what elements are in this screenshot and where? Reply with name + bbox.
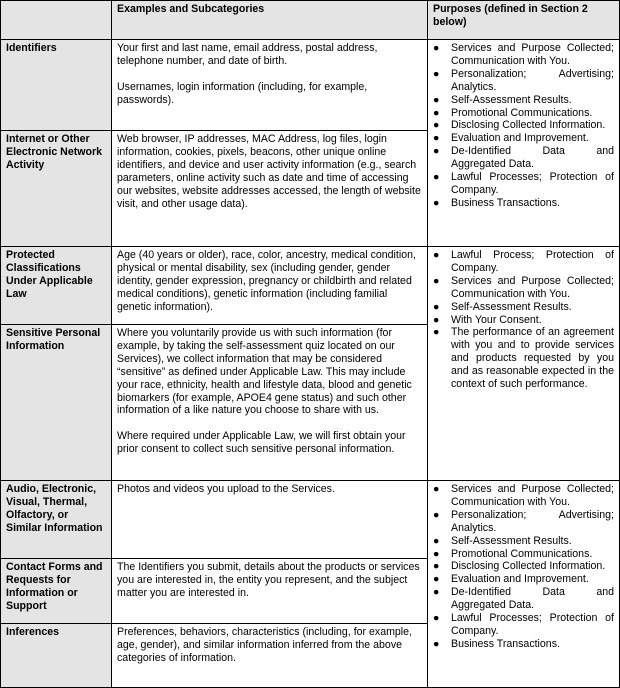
bullet-icon: ● (433, 313, 440, 326)
purpose-item (433, 94, 614, 107)
example-text: Preferences, behaviors, characteristics (including, for example, age, gender), and similar information inferred from the above categories of information. (117, 626, 412, 664)
header-cell-category (0, 0, 112, 40)
bullet-icon: ● (433, 612, 440, 625)
purpose-text: Services and Purpose Collected; Communication with You. (451, 483, 614, 508)
bullet-icon: ● (433, 534, 440, 547)
example-text: Usernames, login information (including, for example, passwords). (117, 80, 368, 106)
example-text: Where required under Applicable Law, we will first obtain your prior consent to collect such sensitive personal information. (117, 430, 406, 456)
purpose-text: Business Transactions. (451, 637, 560, 650)
purpose-text: Self-Assessment Results. (451, 300, 572, 313)
bullet-icon: ● (433, 171, 440, 184)
purpose-item (433, 132, 614, 145)
purpose-item (433, 483, 614, 509)
bullet-icon: ● (433, 326, 440, 339)
purpose-text: Personalization; Advertising; Analytics. (451, 508, 614, 534)
purpose-text: Promotional Communications. (451, 547, 593, 560)
purpose-item (433, 249, 614, 275)
purposes-cell-group-3 (427, 480, 620, 688)
purpose-item (433, 638, 614, 651)
example-text: Photos and videos you upload to the Services. (117, 483, 335, 495)
bullet-icon: ● (433, 67, 440, 80)
purpose-text: Lawful Processes; Protection of Company. (451, 612, 614, 637)
header-purposes-label: Purposes (defined in Section 2 below) (433, 3, 588, 28)
bullet-icon: ● (433, 508, 440, 521)
category-cell-audio-visual (0, 480, 112, 559)
example-text: Age (40 years or older), race, color, ancestry, medical condition, physical or mental disability, sex (including gender, gender identity, gender expression, pregnancy or childbirth and related medical conditions), genetic information (including familial genetic information). (117, 249, 416, 313)
purpose-item (433, 612, 614, 638)
bullet-icon: ● (433, 586, 440, 599)
category-label: Audio, Electronic, Visual, Thermal, Olfactory, or Similar Information (6, 483, 103, 534)
purposes-cell-group-2 (427, 246, 620, 481)
purpose-text: Evaluation and Improvement. (451, 573, 589, 586)
purpose-text: Lawful Processes; Protection of Company. (451, 171, 614, 196)
purpose-text: Lawful Process; Protection of Company. (451, 249, 614, 274)
purposes-list (433, 483, 614, 651)
category-cell-internet-activity (0, 130, 112, 247)
header-cell-examples (111, 0, 428, 40)
bullet-icon: ● (433, 93, 440, 106)
bullet-icon: ● (433, 560, 440, 573)
purpose-item (433, 509, 614, 535)
examples-cell-protected-classifications (111, 246, 428, 325)
example-text: Your first and last name, email address, postal address, telephone number, and date of birth. (117, 42, 378, 67)
purposes-list (433, 42, 614, 210)
bullet-icon: ● (433, 274, 440, 287)
purpose-text: Business Transactions. (451, 196, 560, 209)
bullet-icon: ● (433, 106, 440, 119)
purpose-item (433, 275, 614, 301)
examples-cell-internet-activity (111, 130, 428, 247)
examples-cell-inferences (111, 623, 428, 688)
bullet-icon: ● (433, 119, 440, 132)
purpose-text: Promotional Communications. (451, 106, 593, 119)
purpose-text: Services and Purpose Collected; Communication with You. (451, 274, 614, 300)
category-cell-sensitive-personal-information (0, 324, 112, 481)
bullet-icon: ● (433, 637, 440, 650)
purpose-item (433, 68, 614, 94)
examples-cell-contact-forms (111, 558, 428, 624)
category-label: Sensitive Personal Information (6, 327, 101, 352)
purposes-list (433, 249, 614, 391)
category-cell-contact-forms (0, 558, 112, 624)
purpose-item (433, 535, 614, 548)
bullet-icon: ● (433, 196, 440, 209)
purpose-item (433, 145, 614, 171)
purposes-cell-group-1 (427, 39, 620, 247)
bullet-icon: ● (433, 249, 440, 261)
purpose-text: De-Identified Data and Aggregated Data. (451, 145, 614, 171)
example-text: The Identifiers you submit, details about the products or services you are interested in, the entity you represent, and the subject matter you are interested in. (117, 561, 420, 599)
purpose-text: The performance of an agreement with you and to provide services and products requested by you and as reasonable expected in the context of such performance. (451, 326, 614, 391)
category-label: Contact Forms and Requests for Information or Support (6, 561, 103, 612)
bullet-icon: ● (433, 573, 440, 586)
purpose-text: Disclosing Collected Information. (451, 119, 606, 132)
purpose-item (433, 586, 614, 612)
purpose-text: Evaluation and Improvement. (451, 132, 589, 145)
purpose-item (433, 197, 614, 210)
purpose-item (433, 560, 614, 573)
purpose-text: Disclosing Collected Information. (451, 560, 606, 573)
purpose-item (433, 548, 614, 561)
examples-cell-identifiers (111, 39, 428, 131)
bullet-icon: ● (433, 145, 440, 158)
purpose-text: De-Identified Data and Aggregated Data. (451, 586, 614, 612)
bullet-icon: ● (433, 42, 440, 54)
example-text: Web browser, IP addresses, MAC Address, log files, login information, cookies, pixels, beacons, other unique online identifiers, and device and user activity information (e.g., search parameters, online activity such as date and time of accessing our websites, website addresses accessed, the length of website visit, and other usage data). (117, 133, 421, 210)
category-cell-inferences (0, 623, 112, 688)
purpose-item (433, 119, 614, 132)
header-examples-label: Examples and Subcategories (117, 3, 265, 15)
category-label: Protected Classifications Under Applicable Law (6, 249, 93, 300)
example-text: Where you voluntarily provide us with such information (for example, by taking the self-assessment quiz located on our Services), we collect information that may be considered “sensitive” as defined under Applicable Law. This may include your race, ethnicity, health and lifestyle data, blood and genetic biomarkers (for example, APOE4 gene status) and such other information of a like nature you choose to share with us. (117, 327, 412, 417)
examples-cell-audio-visual (111, 480, 428, 559)
purpose-text: Personalization; Advertising; Analytics. (451, 67, 614, 93)
examples-cell-sensitive-personal-information (111, 324, 428, 481)
purpose-item (433, 42, 614, 68)
category-cell-protected-classifications (0, 246, 112, 325)
header-cell-purposes (427, 0, 620, 40)
category-label: Inferences (6, 626, 59, 638)
bullet-icon: ● (433, 132, 440, 145)
purpose-text: Self-Assessment Results. (451, 534, 572, 547)
purpose-item (433, 573, 614, 586)
category-label: Internet or Other Electronic Network Activity (6, 133, 102, 171)
purpose-item (433, 107, 614, 120)
bullet-icon: ● (433, 547, 440, 560)
category-cell-identifiers (0, 39, 112, 131)
bullet-icon: ● (433, 300, 440, 313)
purpose-text: Services and Purpose Collected; Communication with You. (451, 42, 614, 67)
purpose-item (433, 171, 614, 197)
purpose-item (433, 314, 614, 327)
purpose-text: Self-Assessment Results. (451, 93, 572, 106)
purpose-text: With Your Consent. (451, 313, 542, 326)
bullet-icon: ● (433, 483, 440, 495)
purpose-item (433, 301, 614, 314)
category-label: Identifiers (6, 42, 57, 54)
purpose-item (433, 326, 614, 391)
